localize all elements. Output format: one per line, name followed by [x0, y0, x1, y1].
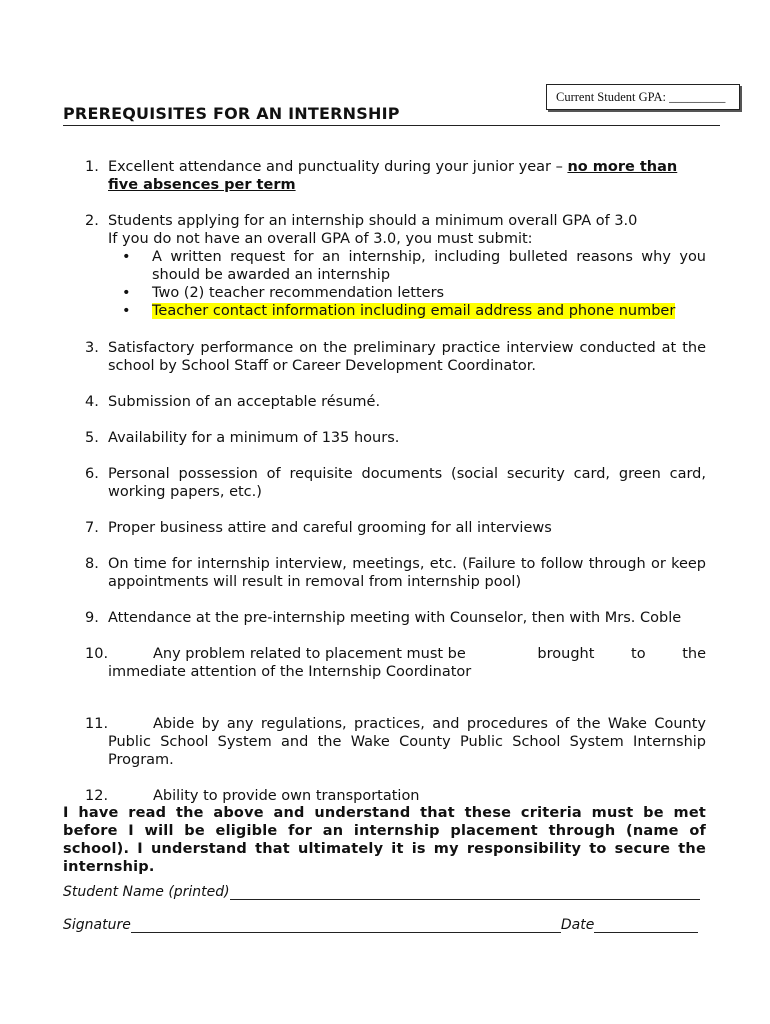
item-text: Attendance at the pre-internship meeting with Counselor, then with Mrs. Coble: [108, 610, 682, 626]
item-text-line: [108, 645, 706, 663]
item-text: Proper business attire and careful grooming for all interviews: [108, 520, 552, 536]
item-text: immediate attention of the Internship Coordinator: [108, 664, 472, 680]
item-text: Students applying for an internship should a minimum overall GPA of 3.0: [108, 213, 638, 229]
list-item: [85, 787, 706, 805]
item-number: 9.: [85, 610, 99, 626]
item-number: 4.: [85, 394, 99, 410]
list-item: [85, 465, 706, 501]
student-name-label: Student Name (printed): [63, 884, 230, 900]
bullet-list: [108, 248, 706, 320]
item-number: 1.: [85, 159, 99, 175]
bullet-item: [108, 302, 706, 320]
signature-label: Signature: [63, 917, 131, 933]
bullet-icon: •: [122, 249, 131, 265]
item-emphasis: five absences per term: [108, 177, 296, 193]
item-text: Submission of an acceptable résumé.: [108, 394, 381, 410]
list-item: [85, 429, 706, 447]
item-text: If you do not have an overall GPA of 3.0, you must submit:: [108, 231, 533, 247]
list-item: [85, 715, 706, 769]
item-text: Abide by any regulations, practices, and procedures of the Wake County Public School System and the Wake County Public School System Internship Program.: [108, 716, 706, 768]
list-item: [85, 609, 706, 627]
item-text: the: [682, 646, 706, 662]
gpa-label: Current Student GPA:: [556, 89, 666, 104]
item-text: Availability for a minimum of 135 hours.: [108, 430, 400, 446]
item-number: 3.: [85, 340, 99, 356]
signature-field[interactable]: [131, 918, 561, 933]
bullet-item: [108, 248, 706, 284]
item-number: 11.: [85, 716, 109, 732]
date-label: Date: [560, 917, 595, 933]
list-item: [85, 158, 706, 194]
item-text: Ability to provide own transportation: [153, 788, 420, 804]
acknowledgement-statement: I have read the above and understand that these criteria must be met before I will be eligible for an internship placement through (name of school). I understand that ultimately it is my responsibility to secure the internship.: [63, 805, 706, 875]
signature-row: [63, 917, 698, 933]
bullet-icon: •: [122, 303, 131, 319]
list-item: [85, 645, 706, 681]
list-item: [85, 393, 706, 411]
item-text: Excellent attendance and punctuality during your junior year –: [108, 159, 568, 175]
item-number: 10.: [85, 646, 109, 662]
item-number: 2.: [85, 213, 99, 229]
bullet-item: [108, 284, 706, 302]
list-item: [85, 555, 706, 591]
item-text: brought: [537, 646, 595, 662]
item-number: 12.: [85, 788, 109, 804]
bullet-icon: •: [122, 285, 131, 301]
highlighted-text: Teacher contact information including email address and phone number: [152, 303, 676, 319]
bullet-text: A written request for an internship, including bulleted reasons why you should be awarded an internship: [152, 249, 706, 283]
item-text: Satisfactory performance on the preliminary practice interview conducted at the school by School Staff or Career Development Coordinator.: [108, 340, 706, 374]
list-item: [85, 339, 706, 375]
item-number: 5.: [85, 430, 99, 446]
item-emphasis: no more than: [567, 159, 678, 175]
item-text: to: [631, 646, 646, 662]
date-field[interactable]: [594, 918, 698, 933]
student-name-field[interactable]: [230, 885, 700, 900]
item-number: 7.: [85, 520, 99, 536]
student-name-row: [63, 884, 700, 900]
item-number: 8.: [85, 556, 99, 572]
item-text: On time for internship interview, meetings, etc. (Failure to follow through or keep appointments will result in removal from internship pool): [108, 556, 706, 590]
gpa-blank: _________: [669, 89, 726, 104]
list-item: [85, 519, 706, 537]
list-item: [85, 212, 706, 320]
item-text: Any problem related to placement must be: [153, 646, 466, 662]
item-text: Personal possession of requisite documents (social security card, green card, working papers, etc.): [108, 466, 706, 500]
page-title: PREREQUISITES FOR AN INTERNSHIP: [63, 104, 720, 126]
item-number: 6.: [85, 466, 99, 482]
bullet-text: Two (2) teacher recommendation letters: [152, 285, 445, 301]
